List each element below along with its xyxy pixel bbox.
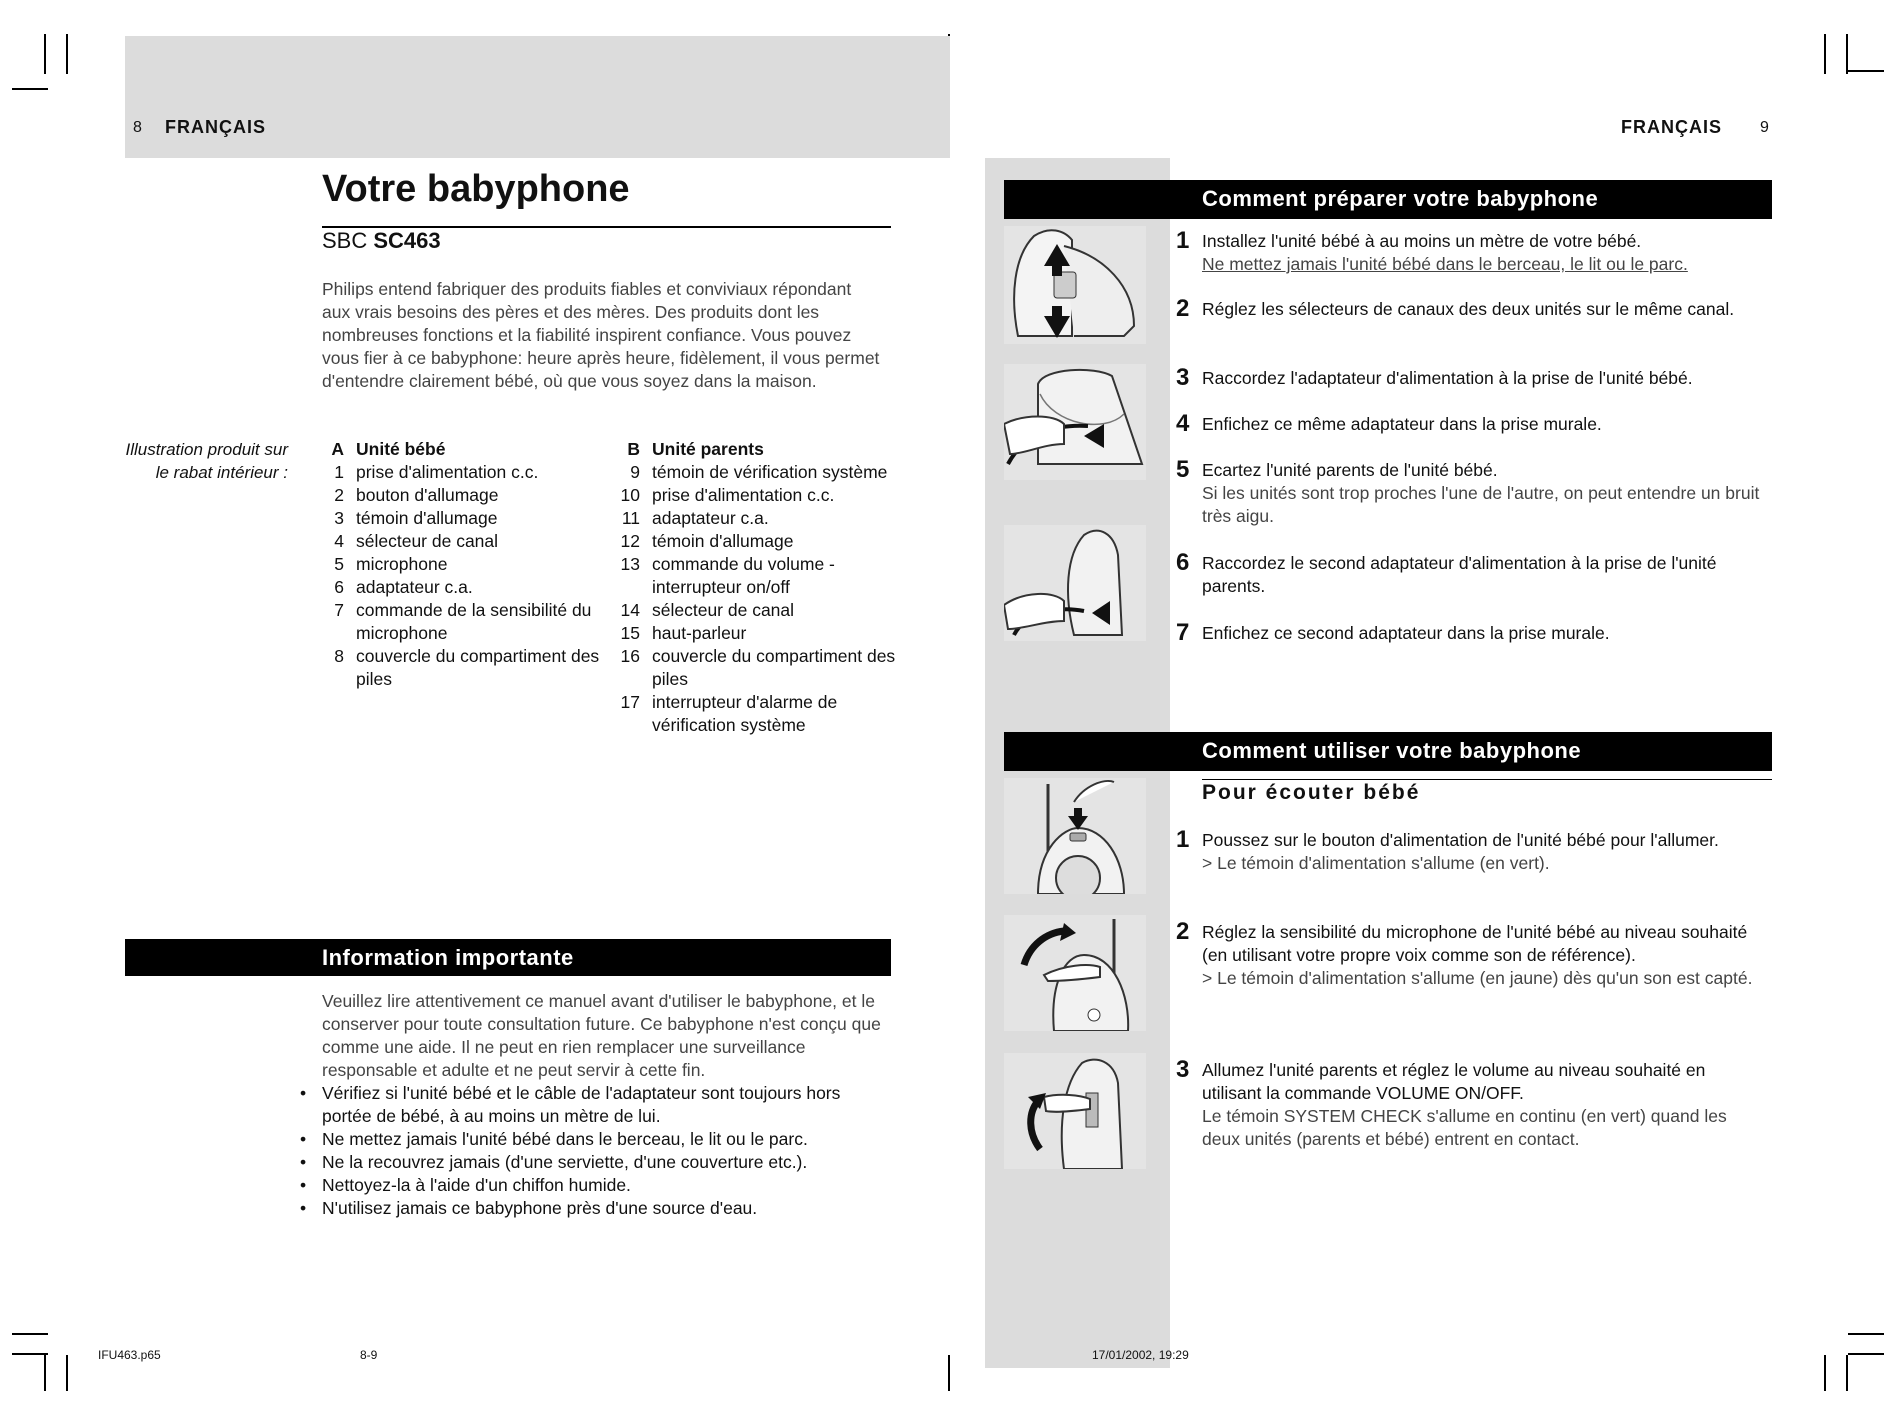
list-item-text: adaptateur c.a.: [356, 577, 473, 597]
bullet-item: • Ne mettez jamais l'unité bébé dans le berceau, le lit ou le parc.: [322, 1128, 892, 1151]
list-item-text: témoin de vérification système: [652, 462, 888, 482]
crop-mark: [44, 34, 46, 74]
unit-a-letter: A: [331, 439, 344, 459]
list-item: [612, 599, 902, 622]
unit-a-list: [316, 438, 612, 691]
info-bullets: [322, 1082, 892, 1220]
prepare-heading-bar: [1004, 180, 1772, 219]
step-text: Allumez l'unité parents et réglez le volume au niveau souhaité en utilisant la commande VOLUME ON/OFF.: [1202, 1060, 1706, 1103]
list-item-text: haut-parleur: [652, 623, 747, 643]
footer-file: IFU463.p65: [98, 1348, 161, 1362]
crop-mark: [948, 1355, 950, 1391]
list-item-number: 14: [620, 600, 640, 620]
list-item-text: interrupteur d'alarme de vérification système: [652, 692, 838, 735]
list-item-number: 5: [334, 554, 344, 574]
step-number: 3: [1176, 364, 1190, 391]
unit-a-heading: [316, 438, 612, 461]
unit-b-title: Unité parents: [652, 439, 764, 459]
step-text-block: [1202, 622, 1767, 645]
illustration-adapter-baby: [1004, 364, 1146, 480]
illustration-volume: [1004, 1053, 1146, 1169]
list-item-text: microphone: [356, 554, 448, 574]
list-item-number: 8: [334, 646, 344, 666]
crop-mark: [12, 1353, 48, 1355]
step-number: 2: [1176, 918, 1190, 945]
list-item-number: 15: [620, 623, 640, 643]
side-note-line2: le rabat intérieur :: [155, 463, 288, 482]
bullet-item: • N'utilisez jamais ce babyphone près d'une source d'eau.: [322, 1197, 892, 1220]
list-item-number: 1: [334, 462, 344, 482]
prepare-heading: Comment préparer votre babyphone: [1202, 186, 1599, 211]
step-text: Réglez les sélecteurs de canaux des deux unités sur le même canal.: [1202, 299, 1735, 319]
list-item-number: 2: [334, 485, 344, 505]
use-heading: Comment utiliser votre babyphone: [1202, 738, 1582, 763]
list-item-number: 4: [334, 531, 344, 551]
list-item-number: 16: [620, 646, 640, 666]
list-item-number: 9: [630, 462, 640, 482]
list-item: [612, 530, 902, 553]
list-item-text: couvercle du compartiment des piles: [356, 646, 600, 689]
list-item-number: 3: [334, 508, 344, 528]
crop-mark: [12, 1333, 48, 1335]
list-item: [316, 599, 612, 645]
crop-mark: [12, 88, 48, 90]
list-item: [612, 553, 902, 599]
step-number: 2: [1176, 295, 1190, 322]
list-item-text: commande de la sensibilité du microphone: [356, 600, 592, 643]
step-number: 1: [1176, 227, 1190, 254]
crop-mark: [1824, 34, 1826, 74]
list-item: [612, 507, 902, 530]
info-heading: Information importante: [322, 945, 574, 970]
list-item-text: sélecteur de canal: [356, 531, 499, 551]
illustration-power-button: [1004, 778, 1146, 894]
page-number: 9: [1760, 119, 1769, 136]
crop-mark: [1848, 70, 1884, 72]
crop-mark: [1846, 1355, 1848, 1391]
bullet-item: • Nettoyez-la à l'aide d'un chiffon humide.: [322, 1174, 892, 1197]
list-item-number: 11: [621, 508, 640, 528]
side-note: [110, 438, 288, 484]
list-item-text: bouton d'allumage: [356, 485, 499, 505]
unit-a-items: [316, 461, 612, 691]
step-text-block: [1202, 230, 1767, 276]
info-paragraph: Veuillez lire attentivement ce manuel avant d'utiliser le babyphone, et le conserver pour toute consultation future. Ce babyphone n'est conçu que comme une aide. Il ne peut en rien remplacer une surveillance responsable et adulte et ne peut servir à cette fin.: [322, 991, 881, 1080]
list-item: [316, 645, 612, 691]
step-text-block: [1202, 367, 1767, 390]
page-language: FRANÇAIS: [165, 117, 266, 137]
list-item-text: sélecteur de canal: [652, 600, 795, 620]
step-number: 5: [1176, 456, 1190, 483]
crop-mark: [66, 34, 68, 74]
subheading-rule: [1202, 779, 1772, 780]
model-line: [322, 228, 441, 254]
list-item: [612, 461, 902, 484]
list-item-text: commande du volume - interrupteur on/off: [652, 554, 835, 597]
list-item-text: adaptateur c.a.: [652, 508, 769, 528]
list-item: [316, 507, 612, 530]
list-item-text: prise d'alimentation c.c.: [652, 485, 835, 505]
step-text-block: [1202, 1059, 1767, 1151]
step-text: Poussez sur le bouton d'alimentation de l'unité bébé pour l'allumer.: [1202, 830, 1719, 850]
list-item: [316, 553, 612, 576]
list-item-text: prise d'alimentation c.c.: [356, 462, 539, 482]
illustration-adapter-parent: [1004, 525, 1146, 641]
crop-mark: [44, 1355, 46, 1391]
list-item-text: témoin d'allumage: [652, 531, 794, 551]
page-title: Votre babyphone: [322, 168, 630, 210]
list-item-number: 7: [334, 600, 344, 620]
step-text-block: [1202, 298, 1767, 321]
info-heading-bar: [125, 939, 891, 976]
use-heading-bar: [1004, 732, 1772, 771]
step-note: Le témoin SYSTEM CHECK s'allume en continu (en vert) quand les deux unités (parents et bébé) entrent en contact.: [1202, 1106, 1727, 1149]
list-item: [316, 461, 612, 484]
page-language: FRANÇAIS: [1621, 117, 1722, 137]
step-number: 4: [1176, 410, 1190, 437]
list-item-number: 12: [620, 531, 640, 551]
step-text: Raccordez l'adaptateur d'alimentation à la prise de l'unité bébé.: [1202, 368, 1693, 388]
side-note-line1: Illustration produit sur: [125, 440, 288, 459]
step-note: > Le témoin d'alimentation s'allume (en jaune) dès qu'un son est capté.: [1202, 968, 1753, 988]
footer-date: 17/01/2002, 19:29: [1092, 1348, 1189, 1362]
list-item-number: 6: [334, 577, 344, 597]
list-item-text: couvercle du compartiment des piles: [652, 646, 896, 689]
crop-mark: [1848, 1333, 1884, 1335]
list-item: [316, 484, 612, 507]
list-item-text: témoin d'allumage: [356, 508, 498, 528]
step-text-block: [1202, 459, 1767, 528]
list-item: [612, 691, 902, 737]
step-text-block: [1202, 413, 1767, 436]
step-text: Raccordez le second adaptateur d'alimentation à la prise de l'unité parents.: [1202, 553, 1717, 596]
bullet-item: • Vérifiez si l'unité bébé et le câble de l'adaptateur sont toujours hors portée de bébé, à au moins un mètre de lui.: [322, 1082, 892, 1128]
crop-mark: [1848, 1353, 1884, 1355]
use-subheading: Pour écouter bébé: [1202, 781, 1421, 804]
step-number: 7: [1176, 619, 1190, 646]
list-item: [612, 484, 902, 507]
model-number: SC463: [373, 228, 441, 253]
step-number: 6: [1176, 549, 1190, 576]
illustration-channel-select: [1004, 226, 1146, 344]
step-number: 1: [1176, 826, 1190, 853]
step-note: > Le témoin d'alimentation s'allume (en vert).: [1202, 853, 1550, 873]
list-item: [612, 645, 902, 691]
step-text: Ecartez l'unité parents de l'unité bébé.: [1202, 460, 1498, 480]
step-note: Ne mettez jamais l'unité bébé dans le berceau, le lit ou le parc.: [1202, 254, 1688, 274]
list-item-number: 13: [620, 554, 640, 574]
step-text-block: [1202, 829, 1767, 875]
step-text: Enfichez ce second adaptateur dans la prise murale.: [1202, 623, 1610, 643]
list-item-number: 10: [620, 485, 640, 505]
intro-paragraph: Philips entend fabriquer des produits fiables et conviviaux répondant aux vrais besoins des pères et des mères. Des produits dont les nombreuses fonctions et la fiabilité inspirent confiance. Vous pouvez vous fier à ce babyphone: heure après heure, fidèlement, il vous permet d'entendre clairement bébé, où que vous soyez dans la maison.: [322, 279, 880, 391]
list-item: [316, 530, 612, 553]
crop-mark: [1824, 1355, 1826, 1391]
unit-b-items: [612, 461, 902, 737]
unit-b-list: [612, 438, 902, 737]
step-note: Si les unités sont trop proches l'une de l'autre, on peut entendre un bruit très aigu.: [1202, 483, 1760, 526]
header-band: [125, 36, 950, 158]
crop-mark: [1846, 34, 1848, 74]
crop-mark: [66, 1355, 68, 1391]
step-number: 3: [1176, 1056, 1190, 1083]
bullet-item: • Ne la recouvrez jamais (d'une serviette, d'une couverture etc.).: [322, 1151, 892, 1174]
list-item: [316, 576, 612, 599]
list-item-number: 17: [620, 692, 640, 712]
unit-b-heading: [612, 438, 902, 461]
unit-a-title: Unité bébé: [356, 439, 446, 459]
footer-pages: 8-9: [360, 1348, 378, 1362]
list-item: [612, 622, 902, 645]
step-text-block: [1202, 552, 1767, 598]
step-text: Enfichez ce même adaptateur dans la prise murale.: [1202, 414, 1602, 434]
step-text: Installez l'unité bébé à au moins un mètre de votre bébé.: [1202, 231, 1642, 251]
step-text: Réglez la sensibilité du microphone de l'unité bébé au niveau souhaité (en utilisant votre propre voix comme son de référence).: [1202, 922, 1748, 965]
model-prefix: SBC: [322, 228, 368, 253]
step-text-block: [1202, 921, 1767, 990]
unit-b-letter: B: [627, 439, 640, 459]
illustration-sensitivity: [1004, 915, 1146, 1031]
page-number: 8: [133, 119, 142, 136]
